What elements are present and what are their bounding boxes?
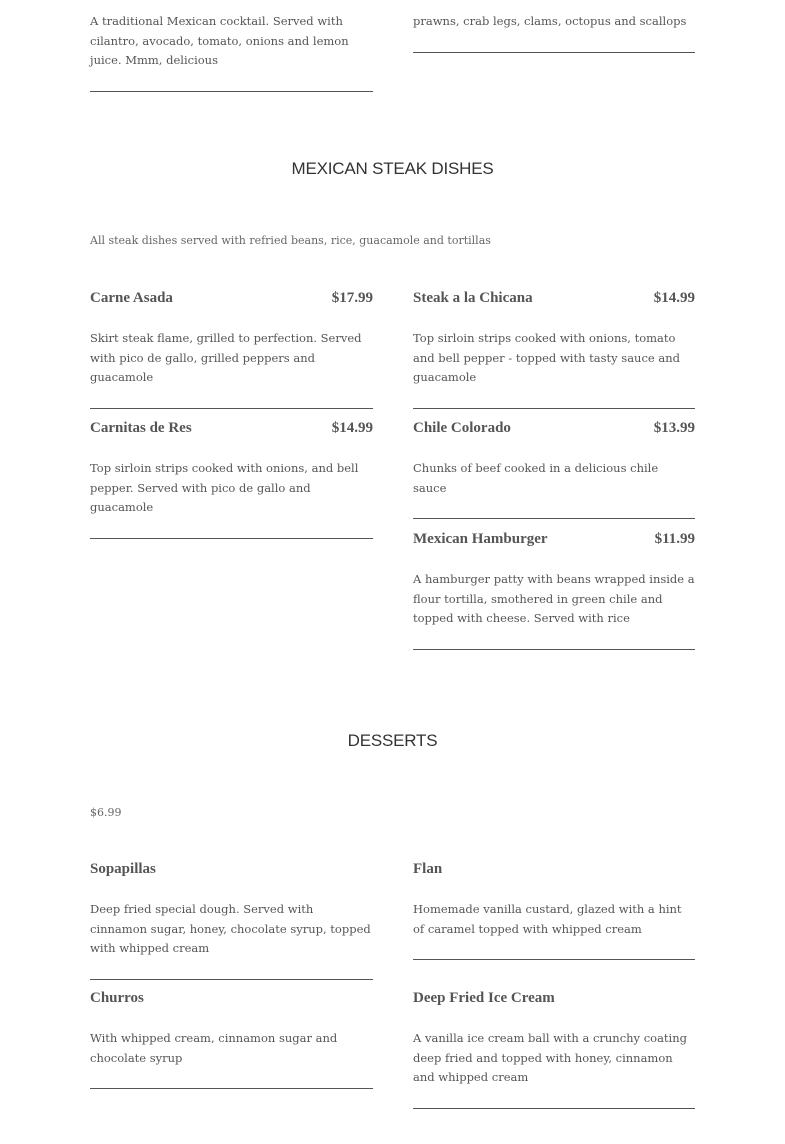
- item-price: $17.99: [331, 290, 373, 306]
- item-divider: [413, 959, 695, 960]
- item-description: Deep fried special dough. Served with cinnamon sugar, honey, chocolate syrup, topped with whipped cream: [90, 902, 371, 955]
- menu-item: [90, 420, 373, 539]
- item-name: Chile Colorado: [413, 420, 511, 436]
- item-price: $11.99: [654, 531, 695, 547]
- item-divider: [413, 408, 695, 409]
- menu-item: [90, 990, 373, 1089]
- item-description: Chunks of beef cooked in a delicious chile sauce: [413, 461, 659, 495]
- item-description: Top sirloin strips cooked with onions, and bell pepper. Served with pico de gallo and guacamole: [90, 461, 359, 514]
- item-divider: [413, 518, 695, 519]
- section-note-desserts: $6.99: [90, 806, 122, 819]
- item-description: A hamburger patty with beans wrapped inside a flour tortilla, smothered in green chile and topped with cheese. Served with rice: [413, 572, 695, 625]
- menu-item: [413, 420, 695, 519]
- item-price: $13.99: [653, 420, 695, 436]
- item-name: Churros: [90, 990, 144, 1006]
- item-name: Flan: [413, 861, 443, 877]
- item-name: Deep Fried Ice Cream: [413, 990, 555, 1006]
- item-divider: [90, 538, 373, 539]
- item-price: $14.99: [331, 420, 373, 436]
- item-price: $14.99: [653, 290, 695, 306]
- menu-item: [413, 531, 695, 650]
- item-description: With whipped cream, cinnamon sugar and chocolate syrup: [90, 1031, 338, 1065]
- section-title-steak: MEXICAN STEAK DISHES: [291, 159, 494, 178]
- item-description: Top sirloin strips cooked with onions, tomato and bell pepper - topped with tasty sauce and guacamole: [413, 331, 680, 384]
- item-description: Skirt steak flame, grilled to perfection. Served with pico de gallo, grilled peppers and guacamole: [90, 331, 362, 384]
- item-divider: [90, 979, 373, 980]
- item-description: Homemade vanilla custard, glazed with a hint of caramel topped with whipped cream: [413, 902, 682, 936]
- menu-item-partial-right: [413, 0, 695, 53]
- item-divider: [90, 408, 373, 409]
- item-description: prawns, crab legs, clams, octopus and scallops: [413, 14, 687, 28]
- item-divider: [90, 1088, 373, 1089]
- section-title-desserts: DESSERTS: [347, 731, 438, 750]
- menu-item: [413, 990, 695, 1109]
- item-divider: [413, 649, 695, 650]
- menu-item-partial-left: [90, 0, 373, 92]
- menu-item: [413, 861, 695, 960]
- item-divider: [413, 1108, 695, 1109]
- item-description: A vanilla ice cream ball with a crunchy coating deep fried and topped with honey, cinnamon and whipped cream: [413, 1031, 687, 1084]
- menu-item: [90, 861, 373, 980]
- item-name: Sopapillas: [90, 861, 156, 877]
- item-name: Carne Asada: [90, 290, 173, 306]
- item-divider: [90, 91, 373, 92]
- item-description: A traditional Mexican cocktail. Served with cilantro, avocado, tomato, onions and lemon juice. Mmm, delicious: [90, 14, 349, 67]
- menu-item: [413, 290, 695, 409]
- section-note-steak: All steak dishes served with refried beans, rice, guacamole and tortillas: [90, 234, 491, 247]
- item-name: Steak a la Chicana: [413, 290, 533, 306]
- item-name: Mexican Hamburger: [413, 531, 548, 547]
- item-name: Carnitas de Res: [90, 420, 192, 436]
- menu-item: [90, 290, 373, 409]
- item-divider: [413, 52, 695, 53]
